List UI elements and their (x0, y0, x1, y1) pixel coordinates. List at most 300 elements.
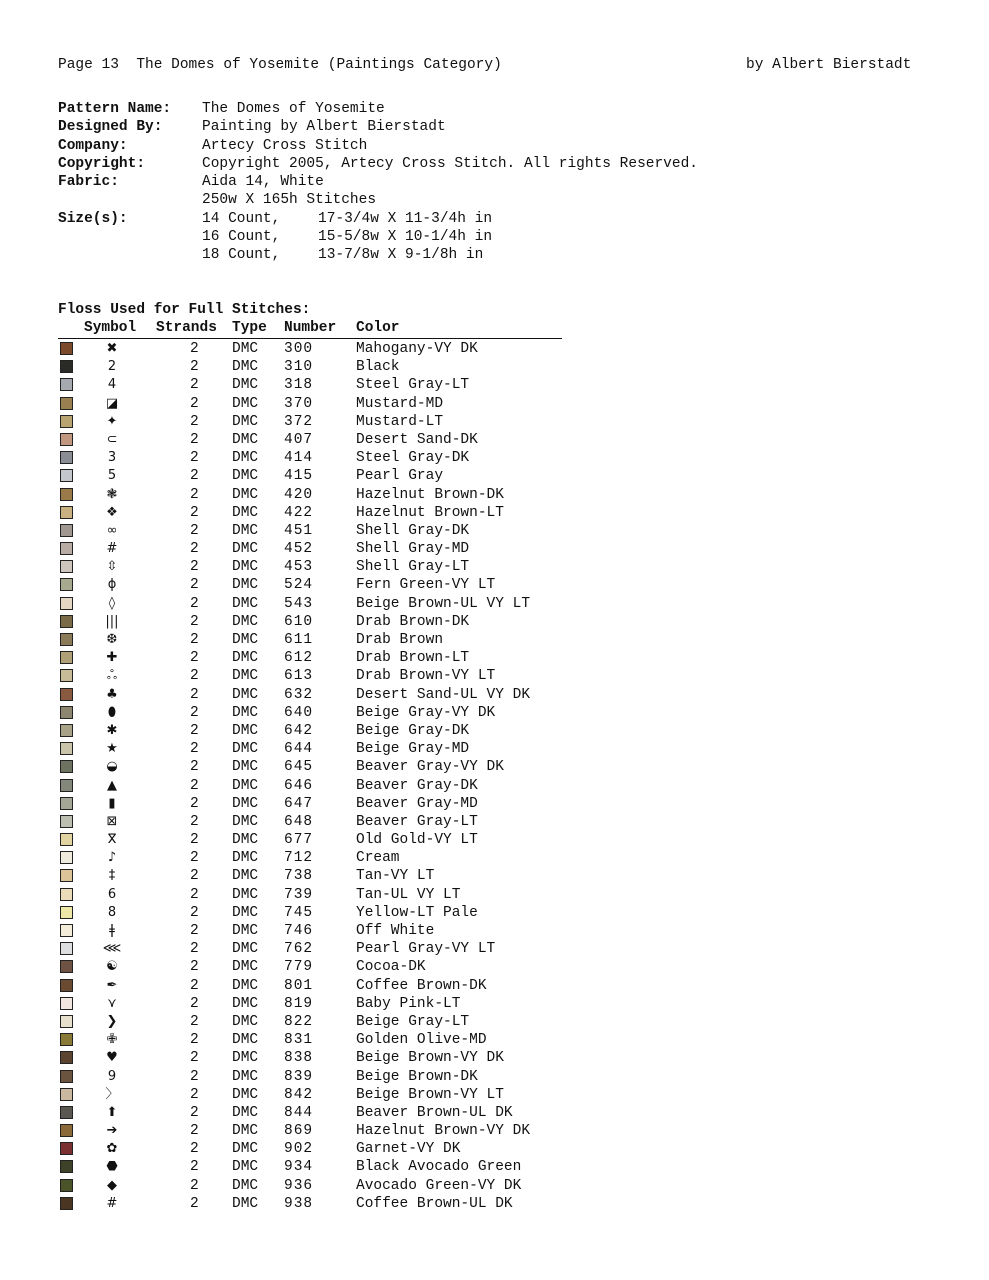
stitch-symbol-icon: ◊ (108, 595, 116, 611)
strands-value: 2 (190, 559, 199, 576)
size-row (58, 228, 698, 246)
floss-type: DMC (232, 959, 259, 976)
size-count: 16 Count, (202, 229, 281, 246)
strands-value: 2 (190, 377, 199, 394)
floss-number: 762 (284, 941, 314, 958)
info-row (58, 118, 698, 136)
floss-color-name: Cream (356, 850, 400, 867)
stitch-symbol-icon: ❖ (106, 504, 118, 520)
stitch-symbol-icon: ❯ (106, 1013, 118, 1029)
floss-color-name: Steel Gray-DK (356, 450, 470, 467)
floss-type: DMC (232, 341, 259, 357)
floss-row (58, 940, 578, 958)
floss-color-name: Mahogany-VY DK (356, 341, 478, 357)
size-value (202, 210, 698, 228)
stitch-symbol-icon: ⊠ (106, 813, 118, 829)
floss-row (58, 613, 578, 631)
floss-number: 648 (284, 813, 314, 830)
size-count: 14 Count, (202, 210, 281, 227)
stitch-symbol-icon: ||| (105, 613, 119, 629)
floss-number: 938 (284, 1195, 314, 1212)
color-swatch (60, 815, 73, 828)
stitch-symbol-icon: ⋎ (107, 995, 117, 1011)
floss-color-name: Shell Gray-LT (356, 559, 470, 576)
floss-number: 739 (284, 886, 314, 903)
floss-row (58, 1031, 578, 1049)
floss-row (58, 740, 578, 758)
strands-value: 2 (190, 595, 199, 612)
floss-color-name: Desert Sand-UL VY DK (356, 686, 531, 703)
col-type: Type (232, 320, 267, 336)
floss-number: 310 (284, 359, 314, 376)
size-label (58, 228, 202, 246)
floss-row (58, 995, 578, 1013)
floss-row (58, 540, 578, 558)
floss-color-name: Beige Gray-LT (356, 1013, 470, 1030)
strands-value: 2 (190, 431, 199, 448)
strands-value: 2 (190, 1104, 199, 1121)
info-row (58, 100, 698, 118)
stitch-symbol-icon: ❃ (106, 486, 118, 502)
strands-value: 2 (190, 904, 199, 921)
stitch-symbol-icon: ◒ (106, 759, 118, 775)
strands-value: 2 (190, 832, 199, 849)
floss-row (58, 431, 578, 449)
stitch-symbol-icon: ɸ (107, 577, 117, 593)
strands-value: 2 (190, 704, 199, 721)
color-swatch (60, 906, 73, 919)
floss-table (58, 340, 578, 1213)
floss-row (58, 649, 578, 667)
color-swatch (60, 597, 73, 610)
floss-type: DMC (232, 1068, 259, 1085)
stitch-symbol-icon: ஃ (106, 668, 118, 684)
color-swatch (60, 942, 73, 955)
floss-type: DMC (232, 468, 259, 485)
floss-row (58, 667, 578, 685)
floss-number: 422 (284, 504, 314, 521)
floss-type: DMC (232, 1086, 259, 1103)
floss-color-name: Beige Brown-VY LT (356, 1086, 504, 1103)
floss-number: 420 (284, 486, 314, 503)
strands-value: 2 (190, 1141, 199, 1158)
floss-color-name: Hazelnut Brown-VY DK (356, 1123, 531, 1140)
floss-row (58, 831, 578, 849)
stitch-symbol-icon: ⴳ (107, 832, 117, 848)
floss-row (58, 886, 578, 904)
floss-number: 746 (284, 923, 314, 939)
floss-type: DMC (232, 813, 259, 830)
floss-number: 414 (284, 450, 314, 467)
floss-type: DMC (232, 1123, 259, 1140)
floss-type: DMC (232, 595, 259, 612)
floss-color-name: Beige Brown-VY DK (356, 1050, 504, 1067)
floss-number: 647 (284, 795, 314, 812)
floss-row (58, 1068, 578, 1086)
size-label (58, 246, 202, 264)
strands-value: 2 (190, 359, 199, 376)
floss-color-name: Mustard-MD (356, 395, 444, 412)
strands-value: 2 (190, 541, 199, 558)
floss-type: DMC (232, 1195, 259, 1212)
floss-row (58, 849, 578, 867)
floss-number: 838 (284, 1050, 314, 1067)
stitch-symbol-icon: ♪ (107, 850, 117, 866)
floss-row (58, 558, 578, 576)
floss-row (58, 449, 578, 467)
floss-type: DMC (232, 1159, 259, 1176)
floss-color-name: Hazelnut Brown-DK (356, 486, 504, 503)
floss-type: DMC (232, 832, 259, 849)
strands-value: 2 (190, 850, 199, 867)
strands-value: 2 (190, 686, 199, 703)
color-swatch (60, 651, 73, 664)
strands-value: 2 (190, 886, 199, 903)
info-value: Artecy Cross Stitch (202, 137, 368, 154)
strands-value: 2 (190, 941, 199, 958)
color-swatch (60, 1179, 73, 1192)
strands-value: 2 (190, 486, 199, 503)
color-swatch (60, 1106, 73, 1119)
info-row (58, 191, 698, 209)
stitch-symbol-icon: 3 (107, 450, 117, 466)
floss-type: DMC (232, 850, 259, 867)
floss-row (58, 631, 578, 649)
floss-row (58, 867, 578, 885)
floss-row (58, 686, 578, 704)
strands-value: 2 (190, 413, 199, 430)
pattern-info (58, 100, 698, 265)
floss-row (58, 904, 578, 922)
stitch-symbol-icon: # (106, 541, 118, 557)
floss-number: 610 (284, 613, 314, 630)
stitch-symbol-icon: ✙ (106, 1032, 118, 1048)
floss-row (58, 1049, 578, 1067)
color-swatch (60, 415, 73, 428)
strands-value: 2 (190, 1123, 199, 1140)
color-swatch (60, 924, 73, 937)
floss-number: 822 (284, 1013, 314, 1030)
floss-color-name: Coffee Brown-DK (356, 977, 487, 994)
floss-row (58, 922, 578, 940)
size-row (58, 246, 698, 264)
strands-value: 2 (190, 741, 199, 758)
floss-number: 613 (284, 668, 314, 685)
floss-type: DMC (232, 559, 259, 576)
stitch-symbol-icon: ✦ (106, 413, 118, 429)
color-swatch (60, 742, 73, 755)
floss-type: DMC (232, 668, 259, 685)
color-swatch (60, 451, 73, 464)
info-row (58, 173, 698, 191)
info-label: Copyright: (58, 155, 146, 172)
strands-value: 2 (190, 450, 199, 467)
floss-color-name: Shell Gray-DK (356, 522, 470, 539)
floss-color-name: Beige Brown-UL VY LT (356, 595, 531, 612)
floss-color-name: Black (356, 359, 400, 376)
strands-value: 2 (190, 341, 199, 357)
floss-type: DMC (232, 541, 259, 558)
floss-number: 902 (284, 1141, 314, 1158)
color-swatch (60, 1142, 73, 1155)
floss-type: DMC (232, 1013, 259, 1030)
strands-value: 2 (190, 395, 199, 412)
stitch-symbol-icon: ◆ (107, 1177, 117, 1193)
col-color: Color (356, 320, 400, 336)
color-swatch (60, 560, 73, 573)
color-swatch (60, 1051, 73, 1064)
floss-number: 452 (284, 541, 314, 558)
floss-number: 934 (284, 1159, 314, 1176)
floss-number: 645 (284, 759, 314, 776)
color-swatch (60, 1124, 73, 1137)
floss-type: DMC (232, 504, 259, 521)
floss-color-name: Shell Gray-MD (356, 541, 470, 558)
floss-number: 543 (284, 595, 314, 612)
floss-row (58, 576, 578, 594)
floss-color-name: Garnet-VY DK (356, 1141, 461, 1158)
floss-number: 869 (284, 1123, 314, 1140)
floss-color-name: Tan-VY LT (356, 868, 435, 885)
color-swatch (60, 888, 73, 901)
color-swatch (60, 869, 73, 882)
floss-type: DMC (232, 413, 259, 430)
floss-type: DMC (232, 722, 259, 739)
floss-number: 640 (284, 704, 314, 721)
stitch-symbol-icon: ★ (106, 741, 118, 757)
floss-color-name: Desert Sand-DK (356, 431, 478, 448)
floss-number: 370 (284, 395, 314, 412)
floss-type: DMC (232, 577, 259, 594)
floss-row (58, 813, 578, 831)
stitch-symbol-icon: ◪ (105, 395, 119, 411)
floss-row (58, 395, 578, 413)
floss-number: 611 (284, 632, 314, 648)
strands-value: 2 (190, 1195, 199, 1212)
strands-value: 2 (190, 1086, 199, 1103)
stitch-symbol-icon: ⬮ (107, 704, 117, 720)
color-swatch (60, 1015, 73, 1028)
floss-color-name: Beige Gray-MD (356, 741, 470, 758)
size-value (202, 228, 698, 246)
floss-row (58, 486, 578, 504)
color-swatch (60, 706, 73, 719)
strands-value: 2 (190, 959, 199, 976)
floss-number: 415 (284, 468, 314, 485)
floss-type: DMC (232, 522, 259, 539)
floss-row (58, 977, 578, 995)
strands-value: 2 (190, 923, 199, 939)
floss-color-name: Golden Olive-MD (356, 1032, 487, 1049)
strands-value: 2 (190, 777, 199, 794)
stitch-symbol-icon: 〉 (105, 1086, 119, 1102)
color-swatch (60, 797, 73, 810)
floss-number: 842 (284, 1086, 314, 1103)
floss-number: 644 (284, 741, 314, 758)
floss-color-name: Drab Brown-DK (356, 613, 470, 630)
stitch-symbol-icon: ✚ (106, 650, 118, 666)
info-label: Fabric: (58, 174, 119, 191)
floss-number: 839 (284, 1068, 314, 1085)
color-swatch (60, 542, 73, 555)
strands-value: 2 (190, 977, 199, 994)
floss-color-name: Beaver Brown-UL DK (356, 1104, 513, 1121)
floss-number: 524 (284, 577, 314, 594)
floss-number: 451 (284, 522, 314, 539)
floss-color-name: Off White (356, 923, 435, 939)
strands-value: 2 (190, 504, 199, 521)
floss-color-name: Beaver Gray-MD (356, 795, 478, 812)
floss-row (58, 522, 578, 540)
strands-value: 2 (190, 650, 199, 667)
floss-number: 612 (284, 650, 314, 667)
floss-type: DMC (232, 1032, 259, 1049)
color-swatch (60, 342, 73, 355)
color-swatch (60, 397, 73, 410)
stitch-symbol-icon: 9 (107, 1068, 117, 1084)
strands-value: 2 (190, 632, 199, 648)
col-number: Number (284, 320, 337, 336)
col-strands: Strands (156, 320, 217, 336)
info-label (58, 191, 202, 209)
floss-row (58, 358, 578, 376)
floss-row (58, 1013, 578, 1031)
floss-row (58, 758, 578, 776)
strands-value: 2 (190, 668, 199, 685)
stitch-symbol-icon: ✱ (106, 722, 118, 738)
floss-type: DMC (232, 1141, 259, 1158)
strands-value: 2 (190, 1050, 199, 1067)
color-swatch (60, 1070, 73, 1083)
stitch-symbol-icon: ✖ (106, 341, 118, 356)
floss-color-name: Steel Gray-LT (356, 377, 470, 394)
floss-number: 646 (284, 777, 314, 794)
floss-color-name: Drab Brown (356, 632, 444, 648)
stitch-symbol-icon: 8 (107, 904, 117, 920)
floss-color-name: Cocoa-DK (356, 959, 426, 976)
strands-value: 2 (190, 995, 199, 1012)
floss-type: DMC (232, 941, 259, 958)
floss-type: DMC (232, 359, 259, 376)
info-row (58, 155, 698, 173)
floss-color-name: Beaver Gray-LT (356, 813, 478, 830)
floss-color-name: Tan-UL VY LT (356, 886, 461, 903)
stitch-symbol-icon: ⊂ (106, 431, 118, 447)
floss-row (58, 413, 578, 431)
floss-row (58, 1104, 578, 1122)
color-swatch (60, 360, 73, 373)
floss-type: DMC (232, 650, 259, 667)
floss-row (58, 467, 578, 485)
floss-row (58, 722, 578, 740)
color-swatch (60, 578, 73, 591)
floss-type: DMC (232, 613, 259, 630)
floss-color-name: Old Gold-VY LT (356, 832, 478, 849)
floss-type: DMC (232, 450, 259, 467)
floss-row (58, 376, 578, 394)
floss-row (58, 1086, 578, 1104)
floss-type: DMC (232, 886, 259, 903)
floss-number: 819 (284, 995, 314, 1012)
strands-value: 2 (190, 522, 199, 539)
size-row (58, 210, 698, 228)
strands-value: 2 (190, 813, 199, 830)
stitch-symbol-icon: 5 (107, 468, 117, 484)
stitch-symbol-icon: ✿ (106, 1141, 118, 1157)
stitch-symbol-icon: 2 (107, 359, 117, 375)
floss-number: 779 (284, 959, 314, 976)
floss-row (58, 1177, 578, 1195)
floss-row (58, 1140, 578, 1158)
strands-value: 2 (190, 1068, 199, 1085)
floss-row (58, 795, 578, 813)
color-swatch (60, 469, 73, 482)
info-label: Designed By: (58, 119, 163, 136)
floss-row (58, 1158, 578, 1176)
strands-value: 2 (190, 468, 199, 485)
size-label: Size(s): (58, 210, 128, 227)
color-swatch (60, 488, 73, 501)
stitch-symbol-icon: ➔ (106, 1123, 118, 1139)
floss-section-title: Floss Used for Full Stitches: (58, 302, 311, 318)
stitch-symbol-icon: ǂ (109, 923, 115, 938)
stitch-symbol-icon: ♥ (106, 1050, 118, 1066)
floss-row (58, 1122, 578, 1140)
floss-type: DMC (232, 795, 259, 812)
floss-color-name: Coffee Brown-UL DK (356, 1195, 513, 1212)
size-dims: 15-5/8w X 10-1/4h in (318, 229, 493, 246)
stitch-symbol-icon: ⬆ (106, 1104, 118, 1120)
floss-color-name: Beaver Gray-VY DK (356, 759, 504, 776)
floss-type: DMC (232, 923, 259, 939)
floss-number: 453 (284, 559, 314, 576)
floss-color-name: Pearl Gray-VY LT (356, 941, 496, 958)
stitch-symbol-icon: ⋘ (102, 941, 122, 957)
floss-color-name: Mustard-LT (356, 413, 444, 430)
info-value: Painting by Albert Bierstadt (202, 119, 446, 136)
floss-number: 632 (284, 686, 314, 703)
floss-color-name: Beaver Gray-DK (356, 777, 478, 794)
stitch-symbol-icon: ▲ (107, 777, 117, 793)
color-swatch (60, 724, 73, 737)
page-header-title: Page 13 The Domes of Yosemite (Paintings Category) (58, 57, 502, 73)
color-swatch (60, 378, 73, 391)
floss-number: 300 (284, 341, 314, 357)
floss-number: 372 (284, 413, 314, 430)
stitch-symbol-icon: ❆ (106, 632, 118, 647)
floss-type: DMC (232, 395, 259, 412)
floss-color-name: Hazelnut Brown-LT (356, 504, 504, 521)
color-swatch (60, 997, 73, 1010)
floss-type: DMC (232, 977, 259, 994)
floss-type: DMC (232, 1104, 259, 1121)
floss-number: 844 (284, 1104, 314, 1121)
stitch-symbol-icon: ♣ (106, 686, 118, 702)
color-swatch (60, 1197, 73, 1210)
floss-number: 407 (284, 431, 314, 448)
floss-type: DMC (232, 704, 259, 721)
floss-type: DMC (232, 995, 259, 1012)
color-swatch (60, 979, 73, 992)
stitch-symbol-icon: ⇳ (106, 559, 118, 575)
floss-row (58, 504, 578, 522)
stitch-symbol-icon: 6 (107, 886, 117, 902)
strands-value: 2 (190, 722, 199, 739)
stitch-symbol-icon: ☯ (106, 959, 118, 975)
floss-type: DMC (232, 686, 259, 703)
color-swatch (60, 688, 73, 701)
floss-color-name: Avocado Green-VY DK (356, 1177, 522, 1194)
